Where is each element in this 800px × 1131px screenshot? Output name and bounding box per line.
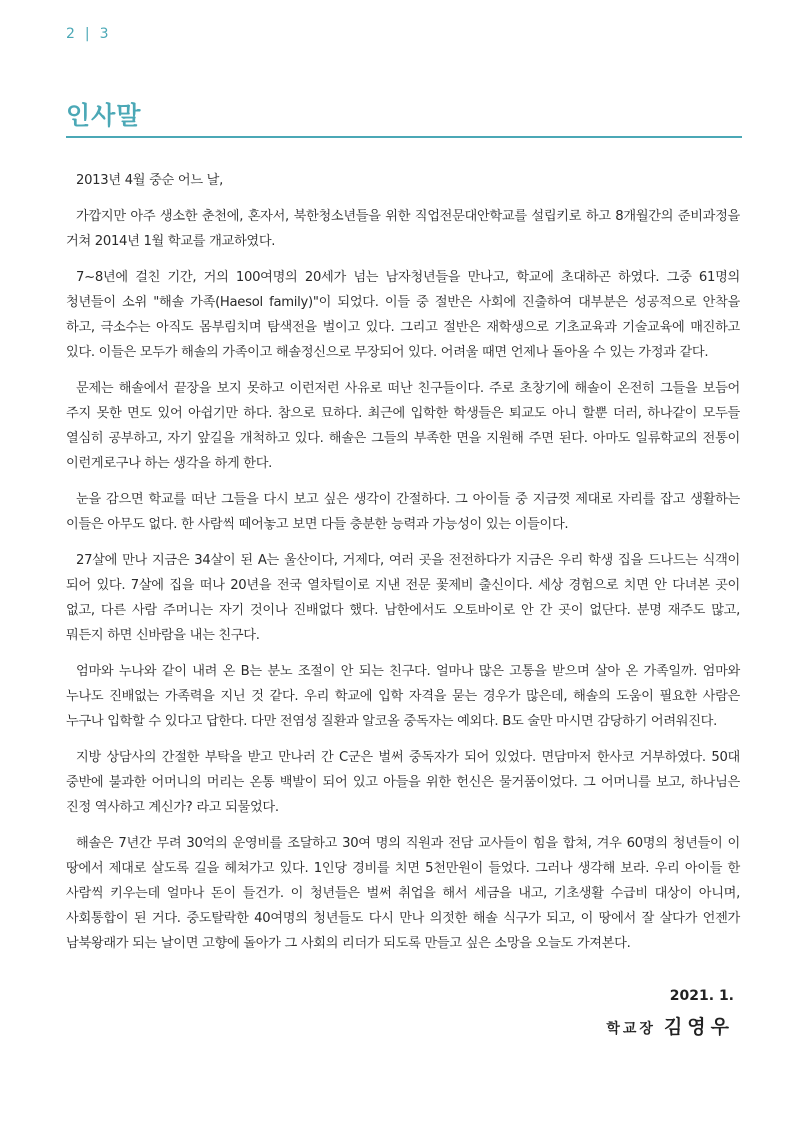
signature-name: 김영우 bbox=[663, 1016, 734, 1038]
paragraph-8: 지방 상담사의 간절한 부탁을 받고 만나러 간 C군은 벌써 중독자가 되어 있었다. 면담마저 한사코 거부하였다. 50대 중반에 불과한 어머니의 머리는 온통 백발이 되어 있고 아들을 위한 헌신은 물거품이었다. 그 어머니를 보고, 하나님은 진정 역사하고 계신가? 라고 되물었다. bbox=[66, 750, 740, 815]
greeting-body bbox=[66, 168, 740, 967]
paragraph-7: 엄마와 누나와 같이 내려 온 B는 분노 조절이 안 되는 친구다. 얼마나 많은 고통을 받으며 살아 온 가족일까. 엄마와 누나도 진배없는 가족력을 지닌 것 같다. 우리 학교에 입학 자격을 묻는 경우가 많은데, 해솔의 도움이 필요한 사람은 누구나 입학할 수 있다고 답한다. 다만 전염성 질환과 알코올 중독자는 예외다. B도 술만 마시면 감당하기 어려워진다. bbox=[66, 664, 740, 729]
page-number-separator: | bbox=[84, 26, 92, 42]
paragraph-2: 가깝지만 아주 생소한 춘천에, 혼자서, 북한청소년들을 위한 직업전문대안학교를 설립키로 하고 8개월간의 준비과정을 거쳐 2014년 1월 학교를 개교하였다. bbox=[66, 209, 740, 249]
page-number-right: 3 bbox=[99, 26, 111, 42]
paragraph-1: 2013년 4월 중순 어느 날, bbox=[76, 173, 223, 188]
page-number bbox=[66, 26, 111, 42]
signature-date: 2021. 1. bbox=[669, 988, 734, 1004]
paragraph-3: 7~8년에 걸친 기간, 거의 100여명의 20세가 넘는 남자청년들을 만나고, 학교에 초대하곤 하였다. 그중 61명의 청년들이 소위 "해솔 가족(Haesol family)"이 되었다. 이들 중 절반은 사회에 진출하여 대부분은 성공적으로 안착을 하고, 극소수는 아직도 몸부림치며 탐색전을 벌이고 있다. 그리고 절반은 재학생으로 기초교육과 기술교육에 매진하고 있다. 이들은 모두가 해솔의 가족이고 해솔정신으로 무장되어 있다. 어려울 때면 언제나 돌아올 수 있는 가정과 같다. bbox=[66, 270, 740, 360]
paragraph-6: 27살에 만나 지금은 34살이 된 A는 울산이다, 거제다, 여러 곳을 전전하다가 지금은 우리 학생 집을 드나드는 식객이 되어 있다. 7살에 집을 떠나 20년을 전국 열차털이로 지낸 전문 꽃제비 출신이다. 세상 경험으로 치면 안 다녀본 곳이 없고, 다른 사람 주머니는 자기 것이나 진배없다 했다. 남한에서도 오토바이로 안 간 곳이 없단다. 분명 재주도 많고, 뭐든지 하면 신바람을 내는 친구다. bbox=[66, 553, 740, 643]
page-number-left: 2 bbox=[66, 26, 77, 42]
signature-line bbox=[606, 1012, 734, 1039]
paragraph-4: 문제는 해솔에서 끝장을 보지 못하고 이런저런 사유로 떠난 친구들이다. 주로 초창기에 해솔이 온전히 그들을 보듬어 주지 못한 면도 있어 아쉽기만 하다. 참으로 묘하다. 최근에 입학한 학생들은 퇴교도 아니 할뿐 더러, 하나같이 모두들 열심히 공부하고, 자기 앞길을 개척하고 있다. 해솔은 그들의 부족한 면을 지원해 주면 된다. 아마도 일류학교의 전통이 이런게로구나 하는 생각을 하게 한다. bbox=[66, 381, 740, 471]
signature-block bbox=[606, 988, 734, 1039]
paragraph-9: 해솔은 7년간 무려 30억의 운영비를 조달하고 30여 명의 직원과 전담 교사들이 힘을 합쳐, 겨우 60명의 청년들이 이 땅에서 제대로 살도록 길을 헤쳐가고 있다. 1인당 경비를 치면 5천만원이 들었다. 그러나 생각해 보라. 우리 아이들 한 사람씩 키우는데 얼마나 돈이 들건가. 이 청년들은 벌써 취업을 해서 세금을 내고, 기초생활 수급비 대상이 아니며, 사회통합이 된 거다. 중도탈락한 40여명의 청년들도 다시 만나 의젓한 해솔 식구가 되고, 이 땅에서 잘 살다가 언젠가 남북왕래가 되는 날이면 고향에 돌아가 그 사회의 리더가 되도록 만들고 싶은 소망을 오늘도 가져본다. bbox=[66, 836, 740, 951]
paragraph-5: 눈을 감으면 학교를 떠난 그들을 다시 보고 싶은 생각이 간절하다. 그 아이들 중 지금껏 제대로 자리를 잡고 생활하는 이들은 아무도 없다. 한 사람씩 떼어놓고 보면 다들 충분한 능력과 가능성이 있는 이들이다. bbox=[66, 492, 740, 532]
title-divider bbox=[66, 136, 742, 138]
page-title: 인사말 bbox=[66, 101, 142, 130]
signature-role: 학교장 bbox=[606, 1021, 656, 1037]
